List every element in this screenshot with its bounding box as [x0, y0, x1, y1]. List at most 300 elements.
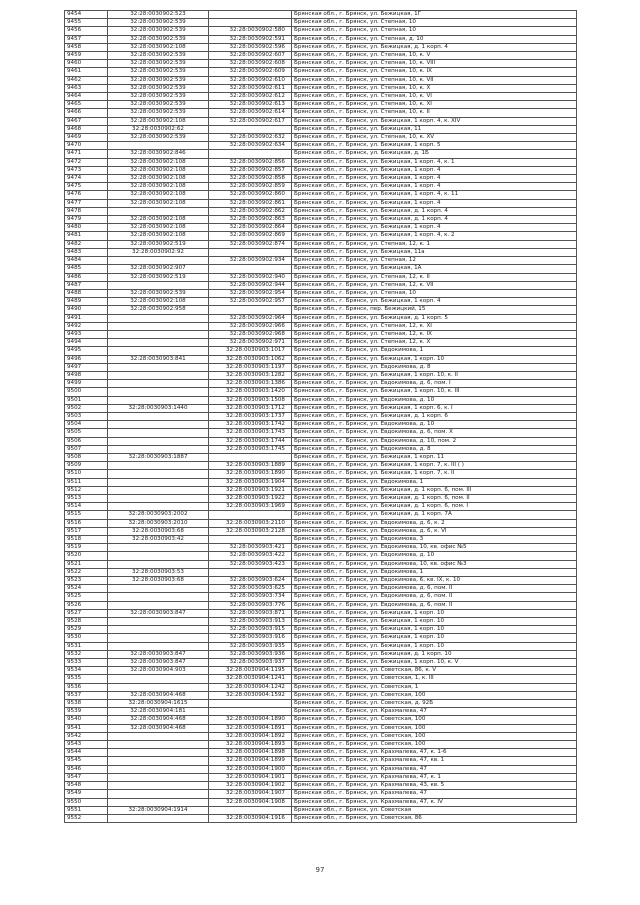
table-row — [65, 421, 577, 429]
address-cell: Брянская обл., г. Брянск, ул. Евдокимова, д. 6, пом. X — [292, 429, 577, 437]
row-number-cell: 9484 — [65, 257, 108, 265]
table-row — [65, 486, 577, 494]
object-number-cell — [209, 806, 292, 814]
parcel-number-cell: 32:28:0030904:903 — [108, 667, 209, 675]
address-cell: Брянская обл., г. Брянск, ул. Степная, 10, к. VII — [292, 76, 577, 84]
table-row — [65, 248, 577, 256]
table-row — [65, 675, 577, 683]
object-number-cell: 32:28:0030903:871 — [209, 609, 292, 617]
row-number-cell: 9457 — [65, 35, 108, 43]
object-number-cell: 32:28:0030903:935 — [209, 642, 292, 650]
address-cell: Брянская обл., г. Брянск, ул. Степная, 10, к. XV — [292, 134, 577, 142]
address-cell: Брянская обл., г. Брянск, пер. Бежицкий, 15 — [292, 306, 577, 314]
table-row — [65, 716, 577, 724]
row-number-cell: 9508 — [65, 453, 108, 461]
address-cell: Брянская обл., г. Брянск, ул. Бежицкая, 1 корп. 10, к. III — [292, 388, 577, 396]
object-number-cell — [209, 568, 292, 576]
address-cell: Брянская обл., г. Брянск, ул. Евдокимова, д. 8 — [292, 445, 577, 453]
address-cell: Брянская обл., г. Брянск, ул. Евдокимова, 6, кв. IX, к. 10 — [292, 577, 577, 585]
row-number-cell: 9552 — [65, 814, 108, 822]
address-cell: Брянская обл., г. Брянск, ул. Крахмалева, 47 — [292, 708, 577, 716]
address-cell: Брянская обл., г. Брянск, ул. Бежицкая, 1 корп. 10 — [292, 609, 577, 617]
address-cell: Брянская обл., г. Брянск, ул. Советская, 86 — [292, 814, 577, 822]
parcel-number-cell: 32:28:0030903:53 — [108, 568, 209, 576]
row-number-cell: 9513 — [65, 494, 108, 502]
row-number-cell: 9467 — [65, 117, 108, 125]
row-number-cell: 9479 — [65, 216, 108, 224]
object-number-cell: 32:28:0030902:596 — [209, 43, 292, 51]
address-cell: Брянская обл., г. Брянск, ул. Советская, 1 — [292, 683, 577, 691]
row-number-cell: 9520 — [65, 552, 108, 560]
registry-table — [64, 10, 577, 823]
table-row — [65, 363, 577, 371]
parcel-number-cell — [108, 421, 209, 429]
row-number-cell: 9534 — [65, 667, 108, 675]
address-cell: Брянская обл., г. Брянск, ул. Бежицкая, д. 1 корп. 6 — [292, 412, 577, 420]
row-number-cell: 9477 — [65, 199, 108, 207]
table-row — [65, 224, 577, 232]
parcel-number-cell: 32:28:0030902:539 — [108, 109, 209, 117]
object-number-cell: 32:28:0030902:861 — [209, 199, 292, 207]
table-row — [65, 273, 577, 281]
row-number-cell: 9478 — [65, 207, 108, 215]
parcel-number-cell — [108, 560, 209, 568]
row-number-cell: 9458 — [65, 43, 108, 51]
object-number-cell: 32:28:0030903:1742 — [209, 421, 292, 429]
address-cell: Брянская обл., г. Брянск, ул. Степная, 12, к. 1 — [292, 240, 577, 248]
table-row — [65, 412, 577, 420]
table-row — [65, 216, 577, 224]
table-row — [65, 84, 577, 92]
table-row — [65, 52, 577, 60]
row-number-cell: 9522 — [65, 568, 108, 576]
object-number-cell: 32:28:0030903:1420 — [209, 388, 292, 396]
row-number-cell: 9529 — [65, 626, 108, 634]
object-number-cell: 32:28:0030902:860 — [209, 191, 292, 199]
address-cell: Брянская обл., г. Брянск, ул. Евдокимова, д. 10 — [292, 552, 577, 560]
table-row — [65, 298, 577, 306]
object-number-cell: 32:28:0030902:613 — [209, 101, 292, 109]
table-row — [65, 634, 577, 642]
address-cell: Брянская обл., г. Брянск, ул. Бежицкая, 1 корп. 5 — [292, 142, 577, 150]
address-cell: Брянская обл., г. Брянск, ул. Советская, 100 — [292, 732, 577, 740]
row-number-cell: 9475 — [65, 183, 108, 191]
parcel-number-cell — [108, 618, 209, 626]
table-row — [65, 232, 577, 240]
object-number-cell: 32:28:0030903:423 — [209, 560, 292, 568]
address-cell: Брянская обл., г. Брянск, ул. Евдокимова, 10, кв. офис №3 — [292, 560, 577, 568]
object-number-cell: 32:28:0030903:1282 — [209, 371, 292, 379]
row-number-cell: 9463 — [65, 84, 108, 92]
object-number-cell: 32:28:0030903:1904 — [209, 478, 292, 486]
object-number-cell: 32:28:0030902:632 — [209, 134, 292, 142]
table-row — [65, 478, 577, 486]
object-number-cell: 32:28:0030902:964 — [209, 314, 292, 322]
table-row — [65, 355, 577, 363]
parcel-number-cell: 32:28:0030902:519 — [108, 273, 209, 281]
address-cell: Брянская обл., г. Брянск, ул. Крахмалева, 47, кв. 1 — [292, 757, 577, 765]
object-number-cell: 32:28:0030902:607 — [209, 52, 292, 60]
address-cell: Брянская обл., г. Брянск, ул. Бежицкая, 1 корп. 10 — [292, 634, 577, 642]
row-number-cell: 9501 — [65, 396, 108, 404]
address-cell: Брянская обл., г. Брянск, ул. Степная, 10 — [292, 289, 577, 297]
object-number-cell — [209, 11, 292, 19]
row-number-cell: 9551 — [65, 806, 108, 814]
parcel-number-cell: 32:28:0030904:1914 — [108, 806, 209, 814]
parcel-number-cell: 32:28:0030903:2010 — [108, 519, 209, 527]
row-number-cell: 9500 — [65, 388, 108, 396]
object-number-cell: 32:28:0030904:1195 — [209, 667, 292, 675]
address-cell: Брянская обл., г. Брянск, ул. Степная, 12, к. XI — [292, 322, 577, 330]
address-cell: Брянская обл., г. Брянск, ул. Советская, 100 — [292, 691, 577, 699]
parcel-number-cell: 32:28:0030902:539 — [108, 52, 209, 60]
object-number-cell: 32:28:0030903:2128 — [209, 527, 292, 535]
object-number-cell: 32:28:0030903:1744 — [209, 437, 292, 445]
table-row — [65, 404, 577, 412]
address-cell: Брянская обл., г. Брянск, ул. Бежицкая, 1 корп. 4 — [292, 199, 577, 207]
parcel-number-cell — [108, 339, 209, 347]
row-number-cell: 9462 — [65, 76, 108, 84]
address-cell: Брянская обл., г. Брянск, ул. Бежицкая, 1 корп. 10, к. V — [292, 659, 577, 667]
object-number-cell: 32:28:0030903:913 — [209, 618, 292, 626]
object-number-cell: 32:28:0030903:1508 — [209, 396, 292, 404]
table-row — [65, 109, 577, 117]
row-number-cell: 9498 — [65, 371, 108, 379]
table-row — [65, 68, 577, 76]
table-row — [65, 175, 577, 183]
parcel-number-cell — [108, 782, 209, 790]
table-row — [65, 741, 577, 749]
row-number-cell: 9549 — [65, 790, 108, 798]
row-number-cell: 9496 — [65, 355, 108, 363]
table-row — [65, 388, 577, 396]
address-cell: Брянская обл., г. Брянск, ул. Бежицкая, 1 корп. 4, к. 1 — [292, 158, 577, 166]
row-number-cell: 9525 — [65, 593, 108, 601]
row-number-cell: 9491 — [65, 314, 108, 322]
address-cell: Брянская обл., г. Брянск, ул. Бежицкая, 1 корп. 10 — [292, 355, 577, 363]
address-cell: Брянская обл., г. Брянск, ул. Бежицкая, д. 1 корп. 5 — [292, 314, 577, 322]
parcel-number-cell: 32:28:0030902:539 — [108, 93, 209, 101]
parcel-number-cell — [108, 445, 209, 453]
parcel-number-cell — [108, 552, 209, 560]
parcel-number-cell — [108, 544, 209, 552]
object-number-cell — [209, 150, 292, 158]
row-number-cell: 9517 — [65, 527, 108, 535]
object-number-cell: 32:28:0030903:1712 — [209, 404, 292, 412]
object-number-cell: 32:28:0030903:1890 — [209, 470, 292, 478]
table-row — [65, 691, 577, 699]
address-cell: Брянская обл., г. Брянск, ул. Бежицкая, д. 1 корп. 6, пом. I — [292, 503, 577, 511]
table-row — [65, 552, 577, 560]
parcel-number-cell — [108, 757, 209, 765]
parcel-number-cell — [108, 634, 209, 642]
table-row — [65, 659, 577, 667]
row-number-cell: 9504 — [65, 421, 108, 429]
parcel-number-cell: 32:28:0030903:847 — [108, 659, 209, 667]
parcel-number-cell — [108, 281, 209, 289]
object-number-cell: 32:28:0030904:1899 — [209, 757, 292, 765]
object-number-cell — [209, 536, 292, 544]
object-number-cell: 32:28:0030902:614 — [209, 109, 292, 117]
row-number-cell: 9499 — [65, 380, 108, 388]
object-number-cell: 32:28:0030902:971 — [209, 339, 292, 347]
address-cell: Брянская обл., г. Брянск, ул. Советская, д. 92Б — [292, 700, 577, 708]
address-cell: Брянская обл., г. Брянск, ул. Бежицкая, д. 1 корп. 10 — [292, 650, 577, 658]
parcel-number-cell — [108, 380, 209, 388]
address-cell: Брянская обл., г. Брянск, ул. Степная, 12 — [292, 257, 577, 265]
table-row — [65, 207, 577, 215]
table-row — [65, 43, 577, 51]
row-number-cell: 9528 — [65, 618, 108, 626]
table-row — [65, 765, 577, 773]
object-number-cell: 32:28:0030902:580 — [209, 27, 292, 35]
address-cell: Брянская обл., г. Брянск, ул. Бежицкая, 1 корп. 4, к. 11 — [292, 191, 577, 199]
table-row — [65, 339, 577, 347]
address-cell: Брянская обл., г. Брянск, ул. Бежицкая, 1 корп. 6, к. I — [292, 404, 577, 412]
table-row — [65, 429, 577, 437]
row-number-cell: 9497 — [65, 363, 108, 371]
address-cell: Брянская обл., г. Брянск, ул. Советская, 86, к. V — [292, 667, 577, 675]
table-row — [65, 462, 577, 470]
row-number-cell: 9532 — [65, 650, 108, 658]
address-cell: Брянская обл., г. Брянск, ул. Степная, 10, к. VIII — [292, 60, 577, 68]
parcel-number-cell: 32:28:0030904:468 — [108, 691, 209, 699]
address-cell: Брянская обл., г. Брянск, ул. Евдокимова, д. 10 — [292, 396, 577, 404]
row-number-cell: 9526 — [65, 601, 108, 609]
object-number-cell: 32:28:0030904:1241 — [209, 675, 292, 683]
row-number-cell: 9461 — [65, 68, 108, 76]
parcel-number-cell — [108, 798, 209, 806]
parcel-number-cell — [108, 388, 209, 396]
row-number-cell: 9480 — [65, 224, 108, 232]
object-number-cell: 32:28:0030904:1892 — [209, 732, 292, 740]
address-cell: Брянская обл., г. Брянск, ул. Евдокимова, 3 — [292, 536, 577, 544]
object-number-cell: 32:28:0030903:776 — [209, 601, 292, 609]
table-row — [65, 11, 577, 19]
row-number-cell: 9488 — [65, 289, 108, 297]
address-cell: Брянская обл., г. Брянск, ул. Бежицкая, 1 корп. 11 — [292, 453, 577, 461]
address-cell: Брянская обл., г. Брянск, ул. Степная, 10, к. VI — [292, 93, 577, 101]
parcel-number-cell: 32:28:0030902:108 — [108, 191, 209, 199]
parcel-number-cell: 32:28:0030902:539 — [108, 68, 209, 76]
parcel-number-cell: 32:28:0030903:1887 — [108, 453, 209, 461]
parcel-number-cell: 32:28:0030904:468 — [108, 716, 209, 724]
parcel-number-cell — [108, 470, 209, 478]
address-cell: Брянская обл., г. Брянск, ул. Бежицкая, 11а — [292, 248, 577, 256]
parcel-number-cell: 32:28:0030902:108 — [108, 158, 209, 166]
row-number-cell: 9531 — [65, 642, 108, 650]
object-number-cell: 32:28:0030903:422 — [209, 552, 292, 560]
parcel-number-cell: 32:28:0030902:539 — [108, 101, 209, 109]
table-row — [65, 806, 577, 814]
table-row — [65, 568, 577, 576]
table-row — [65, 347, 577, 355]
table-row — [65, 585, 577, 593]
parcel-number-cell — [108, 486, 209, 494]
row-number-cell: 9542 — [65, 732, 108, 740]
object-number-cell: 32:28:0030903:625 — [209, 585, 292, 593]
object-number-cell: 32:28:0030904:1907 — [209, 790, 292, 798]
object-number-cell: 32:28:0030902:968 — [209, 330, 292, 338]
table-row — [65, 593, 577, 601]
row-number-cell: 9468 — [65, 125, 108, 133]
address-cell: Брянская обл., г. Брянск, ул. Евдокимова, 1 — [292, 568, 577, 576]
address-cell: Брянская обл., г. Брянск, ул. Советская, 100 — [292, 724, 577, 732]
object-number-cell — [209, 19, 292, 27]
row-number-cell: 9505 — [65, 429, 108, 437]
parcel-number-cell — [108, 494, 209, 502]
table-row — [65, 330, 577, 338]
parcel-number-cell: 32:28:0030902:539 — [108, 76, 209, 84]
object-number-cell: 32:28:0030903:624 — [209, 577, 292, 585]
row-number-cell: 9487 — [65, 281, 108, 289]
parcel-number-cell: 32:28:0030902:539 — [108, 134, 209, 142]
address-cell: Брянская обл., г. Брянск, ул. Советская, 100 — [292, 741, 577, 749]
table-row — [65, 396, 577, 404]
object-number-cell: 32:28:0030904:1242 — [209, 683, 292, 691]
parcel-number-cell — [108, 437, 209, 445]
object-number-cell: 32:28:0030903:1745 — [209, 445, 292, 453]
object-number-cell: 32:28:0030903:1197 — [209, 363, 292, 371]
table-row — [65, 626, 577, 634]
object-number-cell: 32:28:0030902:954 — [209, 289, 292, 297]
address-cell: Брянская обл., г. Брянск, ул. Бежицкая, 1 корп. 10 — [292, 626, 577, 634]
address-cell: Брянская обл., г. Брянск, ул. Бежицкая, 1А — [292, 265, 577, 273]
table-row — [65, 150, 577, 158]
row-number-cell: 9548 — [65, 782, 108, 790]
row-number-cell: 9523 — [65, 577, 108, 585]
row-number-cell: 9516 — [65, 519, 108, 527]
row-number-cell: 9466 — [65, 109, 108, 117]
table-row — [65, 749, 577, 757]
object-number-cell: 32:28:0030903:916 — [209, 634, 292, 642]
address-cell: Брянская обл., г. Брянск, ул. Евдокимова, 10, кв. офис №5 — [292, 544, 577, 552]
table-row — [65, 511, 577, 519]
table-row — [65, 609, 577, 617]
address-cell: Брянская обл., г. Брянск, ул. Степная, 10, к. IX — [292, 68, 577, 76]
table-row — [65, 183, 577, 191]
parcel-number-cell — [108, 314, 209, 322]
address-cell: Брянская обл., г. Брянск, ул. Степная, 10, к. X — [292, 84, 577, 92]
parcel-number-cell — [108, 675, 209, 683]
parcel-number-cell: 32:28:0030902:539 — [108, 60, 209, 68]
object-number-cell: 32:28:0030903:1921 — [209, 486, 292, 494]
row-number-cell: 9464 — [65, 93, 108, 101]
parcel-number-cell — [108, 601, 209, 609]
parcel-number-cell: 32:28:0030902:539 — [108, 19, 209, 27]
table-row — [65, 134, 577, 142]
row-number-cell: 9486 — [65, 273, 108, 281]
address-cell: Брянская обл., г. Брянск, ул. Бежицкая, д. 1 корп. 4 — [292, 216, 577, 224]
table-row — [65, 618, 577, 626]
parcel-number-cell: 32:28:0030902:846 — [108, 150, 209, 158]
address-cell: Брянская обл., г. Брянск, ул. Степная, 10 — [292, 27, 577, 35]
row-number-cell: 9459 — [65, 52, 108, 60]
row-number-cell: 9493 — [65, 330, 108, 338]
row-number-cell: 9489 — [65, 298, 108, 306]
object-number-cell: 32:28:0030902:608 — [209, 60, 292, 68]
address-cell: Брянская обл., г. Брянск, ул. Крахмалева, 47 — [292, 790, 577, 798]
address-cell: Брянская обл., г. Брянск, ул. Крахмалева, 47, к. IV — [292, 798, 577, 806]
row-number-cell: 9506 — [65, 437, 108, 445]
parcel-number-cell: 32:28:0030903:841 — [108, 355, 209, 363]
object-number-cell — [209, 306, 292, 314]
object-number-cell: 32:28:0030902:957 — [209, 298, 292, 306]
object-number-cell: 32:28:0030904:1908 — [209, 798, 292, 806]
table-row — [65, 35, 577, 43]
object-number-cell: 32:28:0030903:734 — [209, 593, 292, 601]
object-number-cell: 32:28:0030904:1900 — [209, 765, 292, 773]
object-number-cell — [209, 265, 292, 273]
row-number-cell: 9545 — [65, 757, 108, 765]
table-row — [65, 166, 577, 174]
table-row — [65, 503, 577, 511]
row-number-cell: 9470 — [65, 142, 108, 150]
parcel-number-cell: 32:28:0030902:907 — [108, 265, 209, 273]
address-cell: Брянская обл., г. Брянск, ул. Бежицкая, д. 1 корп. 4 — [292, 207, 577, 215]
row-number-cell: 9540 — [65, 716, 108, 724]
address-cell: Брянская обл., г. Брянск, ул. Советская, 100 — [292, 716, 577, 724]
table-row — [65, 732, 577, 740]
object-number-cell — [209, 511, 292, 519]
table-row — [65, 125, 577, 133]
address-cell: Брянская обл., г. Брянск, ул. Степная, 12, к. II — [292, 273, 577, 281]
object-number-cell: 32:28:0030902:591 — [209, 35, 292, 43]
parcel-number-cell: 32:28:0030903:68 — [108, 527, 209, 535]
table-row — [65, 240, 577, 248]
address-cell: Брянская обл., г. Брянск, ул. Степная, 10, к. V — [292, 52, 577, 60]
parcel-number-cell: 32:28:0030902:519 — [108, 240, 209, 248]
row-number-cell: 9510 — [65, 470, 108, 478]
address-cell: Брянская обл., г. Брянск, ул. Евдокимова, 1 — [292, 478, 577, 486]
row-number-cell: 9502 — [65, 404, 108, 412]
row-number-cell: 9511 — [65, 478, 108, 486]
address-cell: Брянская обл., г. Брянск, ул. Бежицкая, д. 1 корп. 7А — [292, 511, 577, 519]
object-number-cell: 32:28:0030903:1062 — [209, 355, 292, 363]
parcel-number-cell — [108, 363, 209, 371]
parcel-number-cell: 32:28:0030903:68 — [108, 577, 209, 585]
page-number: 97 — [315, 866, 325, 874]
parcel-number-cell: 32:28:0030903:847 — [108, 609, 209, 617]
object-number-cell — [209, 125, 292, 133]
table-row — [65, 191, 577, 199]
table-row — [65, 683, 577, 691]
row-number-cell: 9476 — [65, 191, 108, 199]
address-cell: Брянская обл., г. Брянск, ул. Степная, 10 — [292, 19, 577, 27]
parcel-number-cell — [108, 593, 209, 601]
object-number-cell: 32:28:0030904:1916 — [209, 814, 292, 822]
table-row — [65, 470, 577, 478]
address-cell: Брянская обл., г. Брянск, ул. Советская — [292, 806, 577, 814]
object-number-cell: 32:28:0030902:966 — [209, 322, 292, 330]
table-row — [65, 289, 577, 297]
object-number-cell: 32:28:0030903:915 — [209, 626, 292, 634]
table-row — [65, 314, 577, 322]
parcel-number-cell: 32:28:0030902:108 — [108, 117, 209, 125]
row-number-cell: 9456 — [65, 27, 108, 35]
table-row — [65, 708, 577, 716]
parcel-number-cell: 32:28:0030904:468 — [108, 724, 209, 732]
address-cell: Брянская обл., г. Брянск, ул. Евдокимова, д. 6, к. VI — [292, 527, 577, 535]
address-cell: Брянская обл., г. Брянск, ул. Евдокимова, д. 10, пом. 2 — [292, 437, 577, 445]
object-number-cell: 32:28:0030902:856 — [209, 158, 292, 166]
parcel-number-cell: 32:28:0030902:108 — [108, 175, 209, 183]
parcel-number-cell: 32:28:0030902:108 — [108, 183, 209, 191]
object-number-cell: 32:28:0030903:1969 — [209, 503, 292, 511]
row-number-cell: 9530 — [65, 634, 108, 642]
parcel-number-cell: 32:28:0030902:958 — [108, 306, 209, 314]
table-row — [65, 642, 577, 650]
